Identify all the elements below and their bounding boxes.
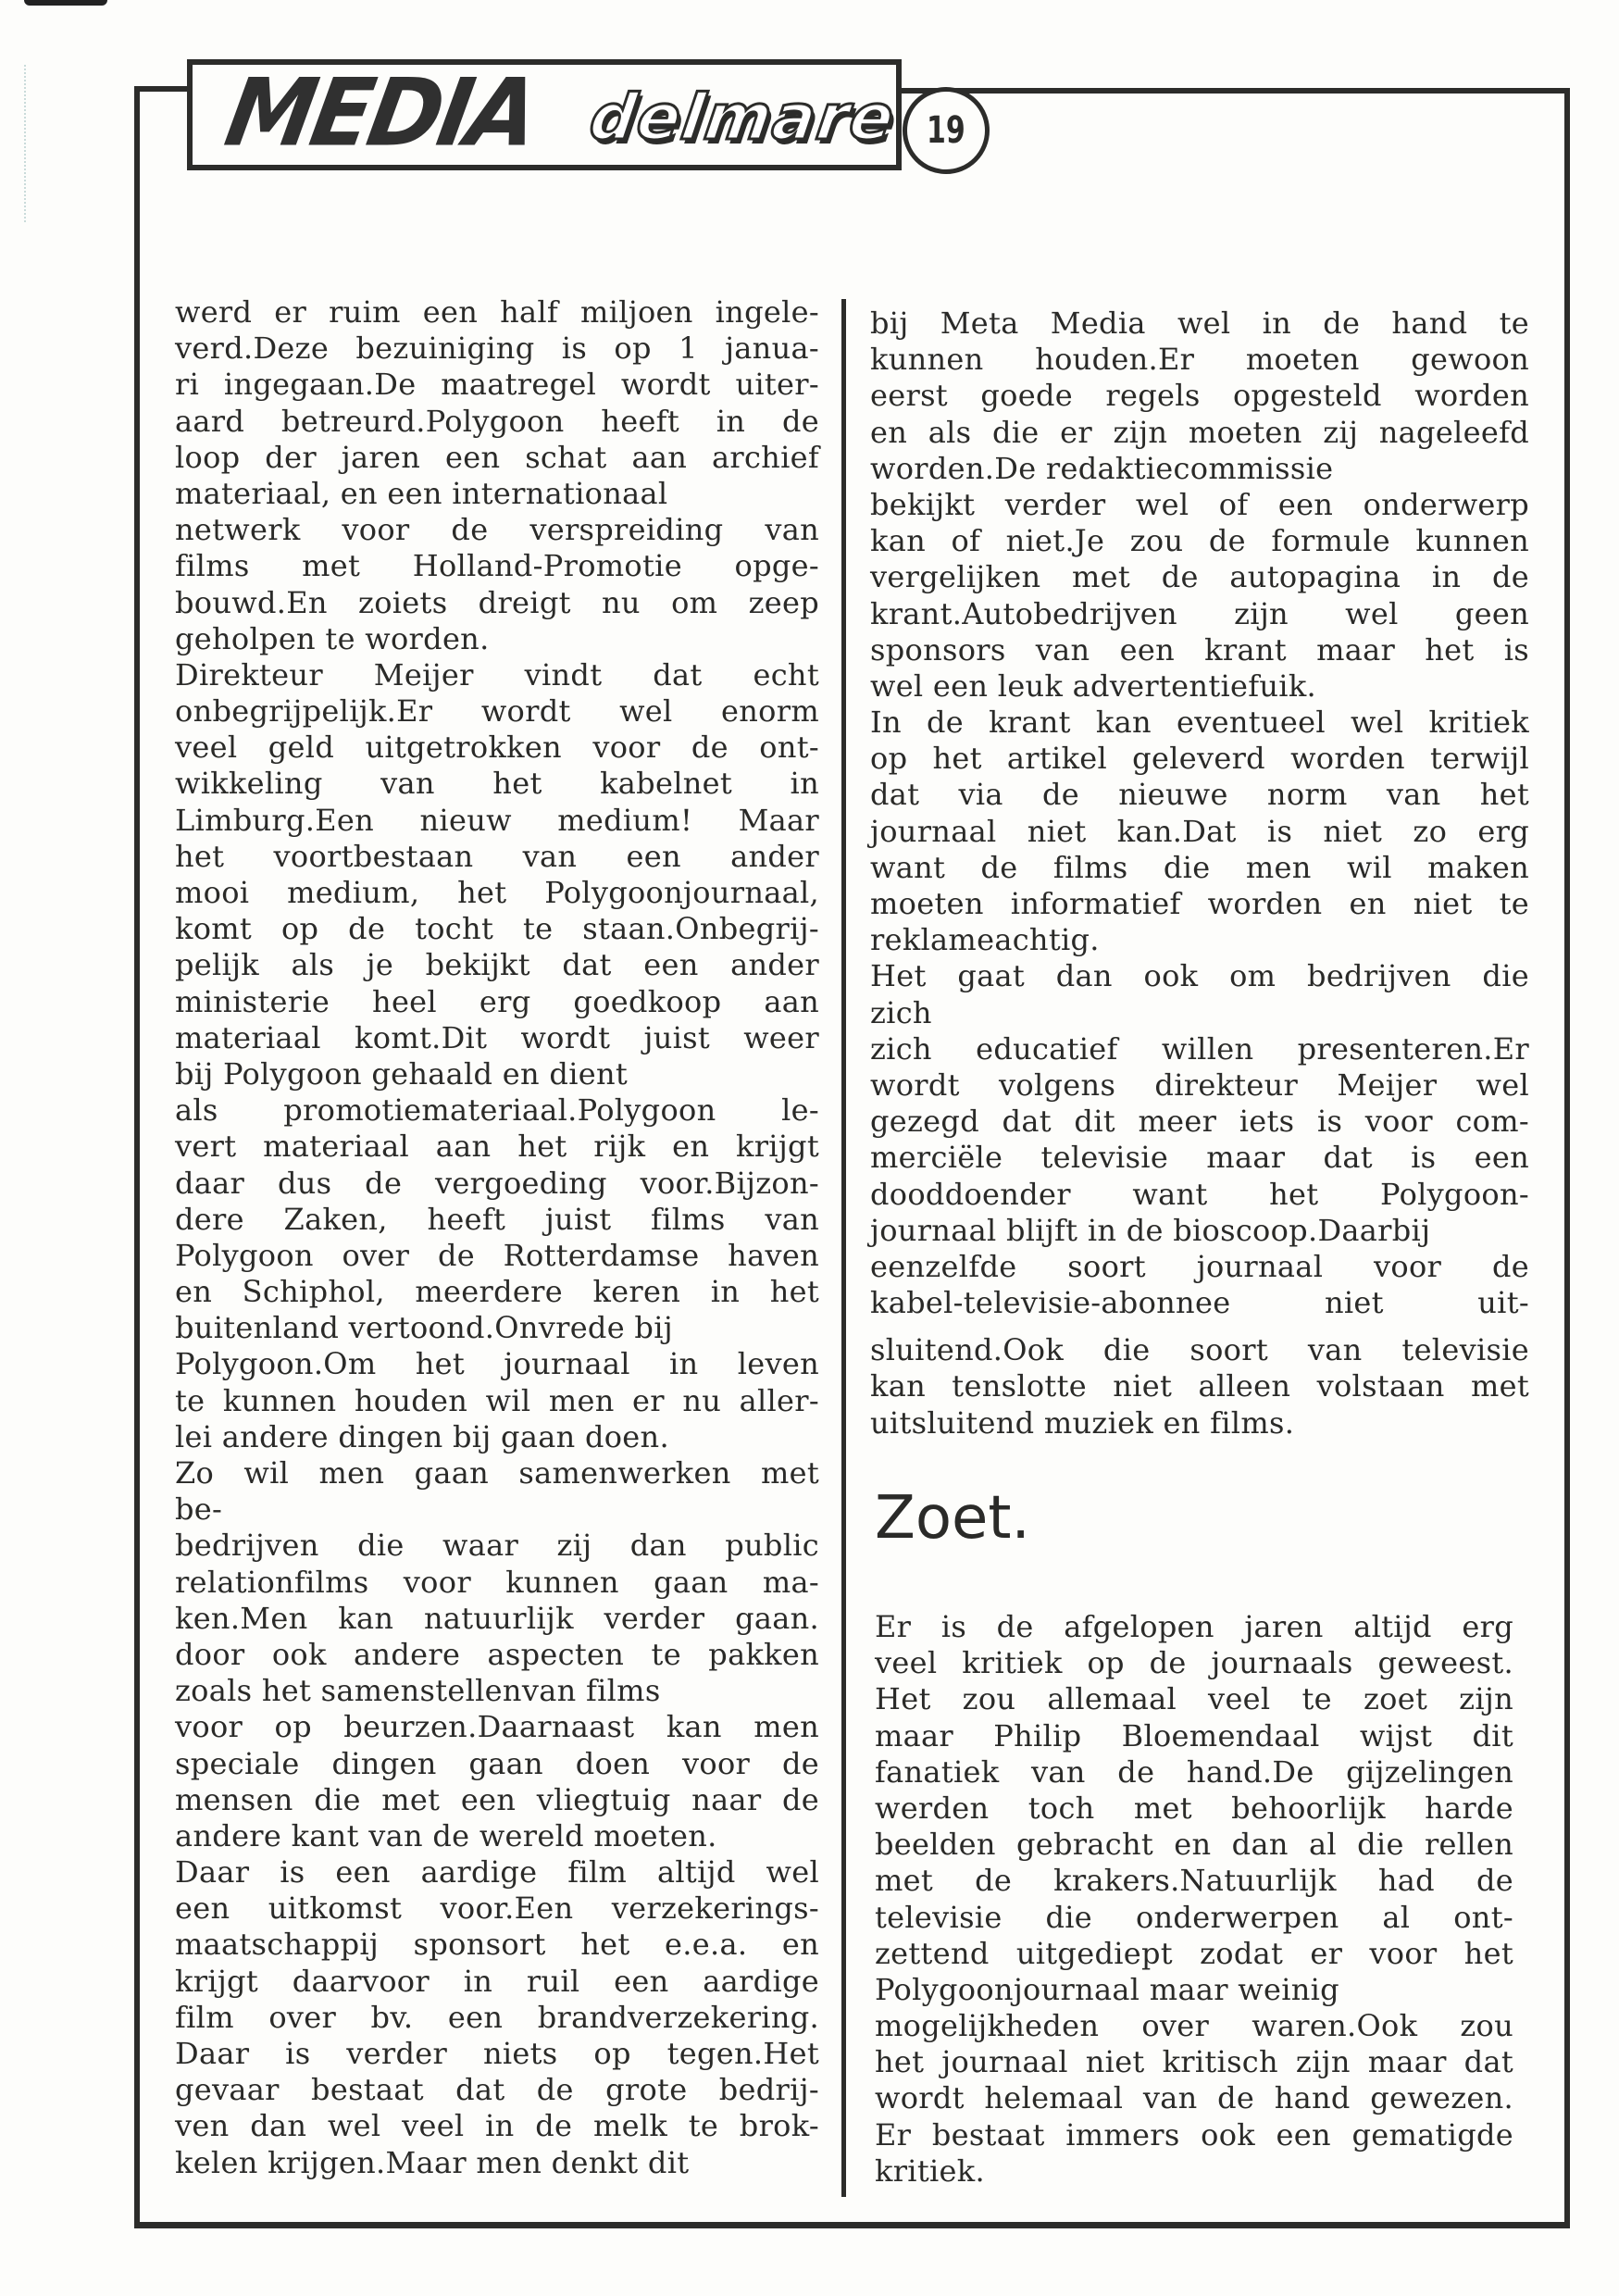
article-column-right [870, 306, 1529, 1441]
text-line: met de krakers.Natuurlijk had de [875, 1863, 1513, 1899]
page-number-badge [903, 87, 990, 174]
text-line: bouwd.En zoiets dreigt nu om zeep [175, 584, 819, 620]
text-line: bij Polygoon gehaald en dient [175, 1055, 629, 1092]
page-number: 19 [927, 109, 965, 152]
text-line: verd.Deze bezuiniging is op 1 janua- [175, 331, 819, 367]
text-line: Zo wil men gaan samenwerken met [175, 1455, 819, 1491]
text-line: bekijkt verder wel of een onderwerp [870, 486, 1529, 522]
text-line: en Schiphol, meerdere keren in het [175, 1274, 819, 1310]
text-line: en als die er zijn moeten zij nageleefd [870, 414, 1529, 450]
text-line: mogelijkheden over waren.Ook zou [875, 2008, 1513, 2044]
text-line: relationfilms voor kunnen gaan ma- [175, 1564, 819, 1600]
text-line: vergelijken met de autopagina in de [870, 559, 1529, 595]
text-line: ken.Men kan natuurlijk verder gaan. [175, 1600, 819, 1636]
scan-artifact [24, 65, 28, 222]
text-line: buitenland vertoond.Onvrede bij [175, 1310, 673, 1346]
text-line: Daar is een aardige film altijd wel [175, 1854, 819, 1890]
text-line: dere Zaken, heeft juist films van [175, 1201, 819, 1237]
page-frame-right [1564, 88, 1570, 2227]
text-line: beelden gebracht en dan al die rellen [875, 1827, 1513, 1863]
text-line: andere kant van de wereld moeten. [175, 1817, 717, 1853]
text-line: Polygoon over de Rotterdamse haven [175, 1237, 819, 1273]
text-line: materiaal komt.Dit wordt juist weer [175, 1019, 819, 1055]
column-divider [841, 299, 846, 2197]
text-line: Polygoon.Om het journaal in leven [175, 1346, 819, 1382]
masthead-subtitle: delmare [585, 81, 901, 155]
text-line: films met Holland-Promotie opge- [175, 548, 819, 584]
text-line: kabel-televisie-abonnee niet uit- [870, 1285, 1529, 1321]
text-line: Het gaat dan ook om bedrijven die [870, 958, 1529, 994]
text-line: onbegrijpelijk.Er wordt wel enorm [175, 693, 819, 730]
text-line: wikkeling van het kabelnet in [175, 766, 819, 802]
text-line: reklameachtig. [870, 922, 1100, 958]
text-line: eerst goede regels opgesteld worden [870, 378, 1529, 414]
text-line: te kunnen houden wil men er nu aller- [175, 1382, 819, 1418]
text-line: een uitkomst voor.Een verzekerings- [175, 1890, 819, 1927]
text-line: komt op de tocht te staan.Onbegrij- [175, 911, 819, 947]
text-line: sponsors van een krant maar het is [870, 631, 1529, 668]
text-line: journaal niet kan.Dat is niet zo erg [870, 813, 1529, 849]
text-line: kritiek. [875, 2152, 985, 2189]
text-line: door ook andere aspecten te pakken [175, 1636, 819, 1672]
text-line: gezegd dat dit meer iets is voor com- [870, 1104, 1529, 1140]
text-line: netwerk voor de verspreiding van [175, 512, 819, 548]
text-line: Direkteur Meijer vindt dat echt [175, 656, 819, 693]
text-line: Er bestaat immers ook een gematigde [875, 2116, 1513, 2152]
text-line: mensen die met een vliegtuig naar de [175, 1781, 819, 1817]
text-line: film over bv. een brandverzekering. [175, 1999, 819, 2035]
text-line: werden toch met behoorlijk harde [875, 1790, 1513, 1826]
text-line: kan tenslotte niet alleen volstaan met [870, 1368, 1529, 1404]
text-line: In de krant kan eventueel wel kritiek [870, 705, 1529, 741]
text-line: bedrijven die waar zij dan public [175, 1528, 819, 1564]
text-line: Het zou allemaal veel te zoet zijn [875, 1681, 1513, 1717]
masthead-title: MEDIA [218, 58, 544, 168]
paragraph-gap [870, 1321, 1529, 1332]
text-line: maar Philip Bloemendaal wijst dit [875, 1717, 1513, 1753]
text-line: dooddoender want het Polygoon- [870, 1176, 1529, 1212]
text-line: pelijk als je bekijkt dat een ander [175, 947, 819, 983]
text-line: kan of niet.Je zou de formule kunnen [870, 523, 1529, 559]
text-line: televisie die onderwerpen al ont- [875, 1899, 1513, 1935]
text-line: kunnen houden.Er moeten gewoon [870, 342, 1529, 378]
text-line: Daar is verder niets op tegen.Het [175, 2036, 819, 2071]
text-line: sluitend.Ook die soort van televisie [870, 1332, 1529, 1368]
text-line: krijgt daarvoor in ruil een aardige [175, 1963, 819, 1999]
scan-artifact [24, 0, 107, 6]
text-line: loop der jaren een schat aan archief [175, 439, 819, 475]
masthead-logo [187, 59, 902, 170]
text-line: journaal blijft in de bioscoop.Daarbij [870, 1212, 1431, 1248]
text-line: be- [175, 1491, 223, 1528]
text-line: als promotiemateriaal.Polygoon le- [175, 1092, 819, 1129]
text-line: ven dan wel veel in de melk te brok- [175, 2108, 819, 2144]
page-frame-top [134, 86, 190, 92]
text-line: fanatiek van de hand.De gijzelingen [875, 1753, 1513, 1790]
page-frame-left [134, 88, 140, 2227]
text-line: wordt volgens direkteur Meijer wel [870, 1067, 1529, 1103]
text-line: krant.Autobedrijven zijn wel geen [870, 595, 1529, 631]
text-line: Polygoonjournaal maar weinig [875, 1971, 1339, 2007]
text-line: wordt helemaal van de hand gewezen. [875, 2080, 1513, 2116]
page-frame-top [894, 88, 1570, 94]
text-line: worden.De redaktiecommissie [870, 450, 1334, 486]
text-line: uitsluitend muziek en films. [870, 1404, 1295, 1441]
text-line: veel kritiek op de journaals geweest. [875, 1645, 1513, 1681]
text-line: moeten informatief worden en niet te [870, 886, 1529, 921]
page-frame-bottom [134, 2222, 1570, 2228]
text-line: geholpen te worden. [175, 620, 490, 656]
article-column-left [175, 294, 819, 2181]
text-line: materiaal, en een internationaal [175, 475, 668, 511]
text-line: het journaal niet kritisch zijn maar dat [875, 2044, 1513, 2080]
text-line: maatschappij sponsort het e.e.a. en [175, 1927, 819, 1963]
text-line: ministerie heel erg goedkoop aan [175, 983, 819, 1019]
text-line: voor op beurzen.Daarnaast kan men [175, 1709, 819, 1745]
text-line: lei andere dingen bij gaan doen. [175, 1418, 669, 1454]
text-line: mooi medium, het Polygoonjournaal, [175, 875, 819, 910]
text-line: het voortbestaan van een ander [175, 838, 819, 874]
text-line: want de films die men wil maken [870, 849, 1529, 885]
text-line: Limburg.Een nieuw medium! Maar [175, 802, 819, 838]
text-line: op het artikel geleverd worden terwijl [870, 741, 1529, 777]
text-line: gevaar bestaat dat de grote bedrij- [175, 2072, 819, 2108]
text-line: eenzelfde soort journaal voor de [870, 1248, 1529, 1284]
text-line: ri ingegaan.De maatregel wordt uiter- [175, 367, 819, 403]
text-line: zich [870, 994, 932, 1030]
text-line: Er is de afgelopen jaren altijd erg [875, 1609, 1513, 1644]
text-line: daar dus de vergoeding voor.Bijzon- [175, 1165, 819, 1201]
text-line: bij Meta Media wel in de hand te [870, 306, 1529, 341]
text-line: werd er ruim een half miljoen ingele- [175, 294, 819, 330]
text-line: merciële televisie maar dat is een [870, 1140, 1529, 1176]
text-line: vert materiaal aan het rijk en krijgt [175, 1129, 819, 1165]
text-line: speciale dingen gaan doen voor de [175, 1745, 819, 1781]
section-body [875, 1609, 1513, 2190]
text-line: kelen krijgen.Maar men denkt dit [175, 2144, 690, 2180]
text-line: aard betreurd.Polygoon heeft in de [175, 403, 819, 439]
text-line: wel een leuk advertentiefuik. [870, 668, 1316, 704]
text-line: veel geld uitgetrokken voor de ont- [175, 730, 819, 766]
text-line: zettend uitgediept zodat er voor het [875, 1935, 1513, 1971]
section-heading: Zoet. [875, 1484, 1030, 1553]
text-line: dat via de nieuwe norm van het [870, 777, 1529, 813]
text-line: zoals het samenstellenvan films [175, 1673, 661, 1709]
text-line: zich educatief willen presenteren.Er [870, 1030, 1529, 1067]
